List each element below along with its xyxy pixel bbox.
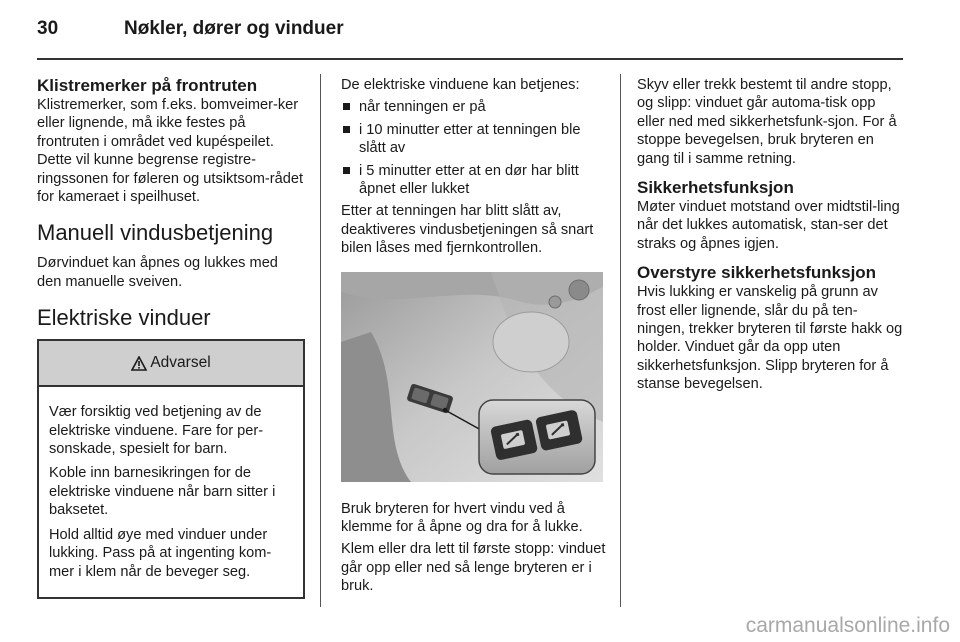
list-item: i 5 minutter etter at en dør har blitt åpnet eller lukket <box>341 162 606 199</box>
warning-title: Advarsel <box>150 354 211 372</box>
chapter-title: Nøkler, dører og vinduer <box>124 18 344 39</box>
paragraph-switch-use: Bruk bryteren for hvert vindu ved å klemme for å åpne og dra for å lukke. <box>341 500 583 536</box>
paragraph-second-stop: Skyv eller trekk bestemt til andre stopp, og slipp: vinduet går automa-tisk opp eller ned med sikkerhetsfunk-sjon. For å stoppe bevegelsen, bruk bryteren en gang til i samme retning. <box>637 77 897 167</box>
list-item: i 10 minutter etter at tenningen ble slått av <box>341 121 606 158</box>
bullet-square-icon <box>343 103 350 110</box>
header-rule <box>37 58 903 60</box>
warning-triangle-icon <box>131 356 147 371</box>
watermark: carmanualsonline.info <box>745 614 950 637</box>
paragraph-safety-function: Møter vinduet motstand over midtstil-ling når det lukkes automatisk, stan-ser det straks og åpnes igjen. <box>637 199 900 252</box>
warning-body <box>39 387 303 597</box>
paragraph-stickers: Klistremerker, som f.eks. bomveimer-ker eller lignende, må ikke festes på frontruten i området ved kupéspeilet. Dette vil kunne begrense registre-ringssonen for føleren og utsiktsom-rådet for kameraet i speilhuset. <box>37 97 304 206</box>
warning-box <box>37 339 305 599</box>
paragraph-after-ignition: Etter at tenningen har blitt slått av, deaktiveres vindusbetjeningen så snart bilen låses med fjernkontrollen. <box>341 203 594 257</box>
column-right <box>637 76 905 398</box>
warning-paragraph: Hold alltid øye med vinduer under lukking. Pass på at ingenting kom-mer i klem når de beveger seg. <box>49 526 272 580</box>
column-middle <box>341 76 606 600</box>
heading-override-safety: Overstyre sikkerhetsfunksjon <box>637 263 877 283</box>
bullet-square-icon <box>343 126 350 133</box>
heading-safety-function: Sikkerhetsfunksjon <box>637 178 794 198</box>
warning-header <box>39 341 303 387</box>
paragraph-manual-windows: Dørvinduet kan åpnes og lukkes med den manuelle sveiven. <box>37 255 278 290</box>
heading-manual-windows: Manuell vindusbetjening <box>37 220 274 246</box>
heading-electric-windows: Elektriske vinduer <box>37 305 211 331</box>
list-item: når tenningen er på <box>341 98 606 116</box>
paragraph-first-stop: Klem eller dra lett til første stopp: vinduet går opp eller ned så lenge bryteren er i bruk. <box>341 541 606 595</box>
warning-paragraph: Vær forsiktig ved betjening av de elektriske vinduene. Fare for per-sonskade, spesielt for barn. <box>49 404 264 458</box>
conditions-list <box>341 98 606 198</box>
window-switch-illustration <box>341 272 603 482</box>
column-divider-2 <box>620 74 621 607</box>
column-divider-1 <box>320 74 321 607</box>
paragraph-override-safety: Hvis lukking er vanskelig på grunn av frost eller lignende, slår du på ten-ningen, trekker bryteren til første hakk og holder. Vinduet går da opp uten sikkerhetsfunksjon. Slipp bryteren for å stanse bevegelsen. <box>637 284 903 393</box>
page-number: 30 <box>37 18 59 39</box>
column-left <box>37 76 305 599</box>
heading-stickers: Klistremerker på frontruten <box>37 76 258 95</box>
bullet-square-icon <box>343 167 350 174</box>
window-switch-figure <box>341 272 603 482</box>
page-header <box>37 14 903 50</box>
warning-paragraph: Koble inn barnesikringen for de elektriske vinduene når barn sitter i baksetet. <box>49 465 276 519</box>
paragraph-intro: De elektriske vinduene kan betjenes: <box>341 77 580 93</box>
